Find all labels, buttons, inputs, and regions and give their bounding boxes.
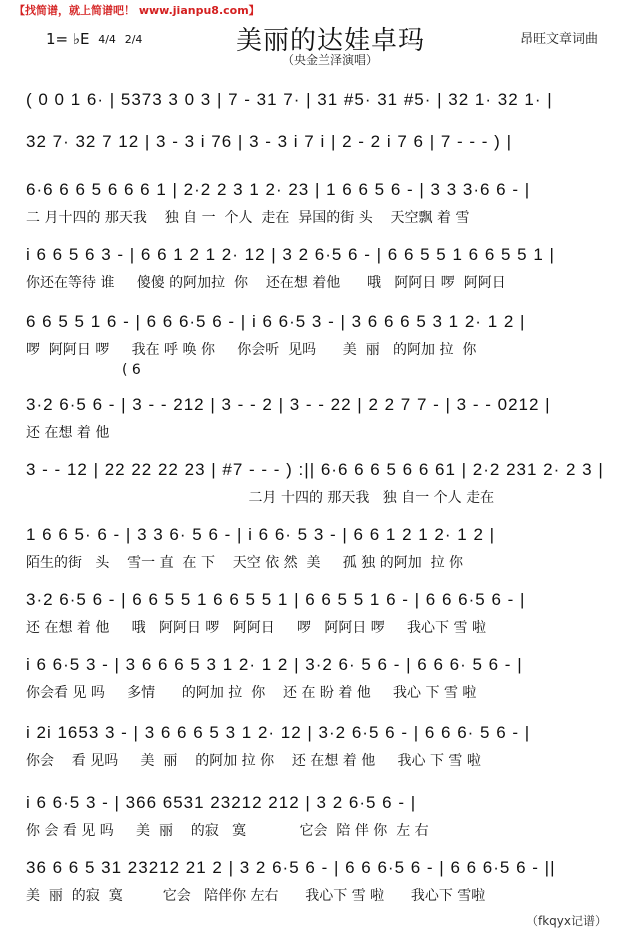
score-line-3 bbox=[26, 178, 626, 228]
notes: i 2i 1653 3 - | 3 6 6 6 5 3 1 2· 12 | 3·2 6·5 6 - | 6 6 6· 5 6 - | bbox=[26, 723, 531, 742]
notes: 6·6 6 6 5 6 6 6 1 | 2·2 2 3 1 2· 23 | 1 6 6 5 6 - | 3 3 3·6 6 - | bbox=[26, 180, 531, 199]
lyrics: 二 月十四的 那天我 独 自 一 个人 走在 异国的街 头 天空飘 着 雪 bbox=[26, 210, 470, 226]
key-label: 1= ♭E bbox=[46, 30, 90, 48]
transcriber-credit: （fkqyx记谱） bbox=[526, 914, 607, 928]
lyrics: 陌生的街 头 雪一 直 在 下 天空 依 然 美 孤 独 的阿加 拉 你 bbox=[26, 555, 464, 571]
score-line-4 bbox=[26, 243, 626, 293]
lyrics: 还 在想 着 他 哦 阿阿日 啰 阿阿日 啰 阿阿日 啰 我心下 雪 啦 bbox=[26, 620, 486, 636]
notes: 3·2 6·5 6 - | 3 - - 212 | 3 - - 2 | 3 - - 22 | 2 2 7 7 - | 3 - - 0212 | bbox=[26, 395, 551, 414]
notes: 3 - - 12 | 22 22 22 23 | #7 - - - ) :|| 6·6 6 6 5 6 6 61 | 2·2 231 2· 2 3 | bbox=[26, 460, 604, 479]
score-line-7 bbox=[26, 458, 626, 508]
notes: ( 0 0 1 6· | 5373 3 0 3 | 7 - 31 7· | 31 #5· 31 #5· | 32 1· 32 1· | bbox=[26, 90, 553, 109]
score-line-5 bbox=[26, 310, 626, 380]
song-credit: 昂旺文章词曲 bbox=[520, 32, 599, 47]
notes: i 6 6·5 3 - | 366 6531 23212 212 | 3 2 6·5 6 - | bbox=[26, 793, 417, 812]
score-line-1 bbox=[26, 88, 626, 112]
notes: 36 6 6 5 31 23212 21 2 | 3 2 6·5 6 - | 6 6 6·5 6 - | 6 6 6·5 6 - || bbox=[26, 858, 556, 877]
score-line-12 bbox=[26, 791, 626, 841]
lyrics: 啰 阿阿日 啰 我在 呼 唤 你 你会听 见吗 美 丽 的阿加 拉 你 bbox=[26, 342, 477, 358]
score-line-11 bbox=[26, 721, 626, 771]
score-line-8 bbox=[26, 523, 626, 573]
song-title: 美丽的达娃卓玛 bbox=[236, 26, 426, 56]
score-line-2 bbox=[26, 130, 626, 154]
song-subtitle: （央金兰泽演唱） bbox=[282, 53, 379, 67]
score-line-9 bbox=[26, 588, 626, 638]
score-line-6 bbox=[26, 393, 626, 443]
lyrics: 你 会 看 见 吗 美 丽 的寂 寞 它会 陪 伴 你 左 右 bbox=[26, 823, 429, 839]
lyrics: 还 在想 着 他 bbox=[26, 425, 110, 441]
notes: 1 6 6 5· 6 - | 3 3 6· 5 6 - | i 6 6· 5 3 - | 6 6 1 2 1 2· 1 2 | bbox=[26, 525, 496, 544]
lyrics: 你还在等待 谁 傻傻 的阿加拉 你 还在想 着他 哦 阿阿日 啰 阿阿日 bbox=[26, 275, 506, 291]
lyrics: 你会 看 见吗 美 丽 的阿加 拉 你 还 在想 着 他 我心 下 雪 啦 bbox=[26, 753, 481, 769]
site-banner: 【找简谱，就上简谱吧！ www.jianpu8.com】 bbox=[14, 4, 260, 17]
notes: i 6 6 5 6 3 - | 6 6 1 2 1 2· 12 | 3 2 6·5 6 - | 6 6 5 5 1 6 6 5 5 1 | bbox=[26, 245, 555, 264]
lyrics: 你会看 见 吗 多情 的阿加 拉 你 还 在 盼 着 他 我心 下 雪 啦 bbox=[26, 685, 477, 701]
notes: 6 6 5 5 1 6 - | 6 6 6·5 6 - | i 6 6·5 3 - | 3 6 6 6 5 3 1 2· 1 2 | bbox=[26, 312, 526, 331]
alt-start-note: ( 6 bbox=[122, 362, 141, 378]
notes: 3·2 6·5 6 - | 6 6 5 5 1 6 6 5 5 1 | 6 6 5 5 1 6 - | 6 6 6·5 6 - | bbox=[26, 590, 526, 609]
time-signature-2: 2/4 bbox=[124, 32, 143, 46]
lyrics: 美 丽 的寂 寞 它会 陪伴你 左右 我心下 雪 啦 我心下 雪啦 bbox=[26, 888, 486, 904]
notes: i 6 6·5 3 - | 3 6 6 6 5 3 1 2· 1 2 | 3·2 6· 5 6 - | 6 6 6· 5 6 - | bbox=[26, 655, 523, 674]
time-signature-1: 4/4 bbox=[98, 32, 116, 46]
lyrics: 二月 十四的 那天我 独 自一 个人 走在 bbox=[26, 490, 495, 506]
score-line-10 bbox=[26, 653, 626, 703]
notes: 32 7· 32 7 12 | 3 - 3 i 76 | 3 - 3 i 7 i | 2 - 2 i 7 6 | 7 - - - ) | bbox=[26, 132, 512, 151]
key-signature bbox=[46, 30, 142, 48]
score-line-13 bbox=[26, 856, 626, 906]
